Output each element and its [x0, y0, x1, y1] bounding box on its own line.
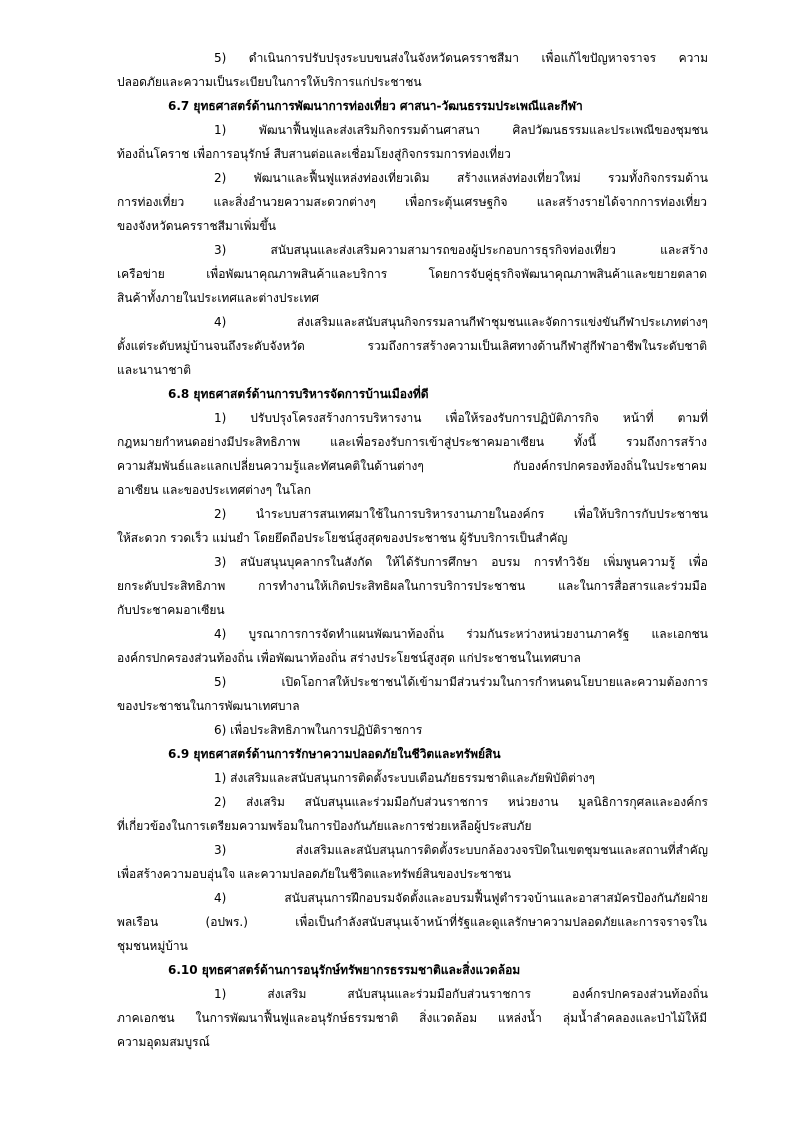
paragraph-line: ตั้งแต่ระดับหมู่บ้านจนถึงระดับจังหวัด รวมถึงการสร้างความเป็นเลิศทางด้านกีฬาสู่กีฬาอาชีพในระดับชาติ: [117, 339, 707, 353]
paragraph-line: เพื่อสร้างความอบอุ่นใจ และความปลอดภัยในชีวิตและทรัพย์สินของประชาชน: [117, 867, 511, 881]
paragraph-line: การท่องเที่ยว และสิ่งอำนวยความสะดวกต่างๆ เพื่อกระตุ้นเศรษฐกิจ และสร้างรายได้จากการท่องเที่ยว: [117, 195, 707, 209]
paragraph-line: 1) ส่งเสริมและสนับสนุนการติดตั้งระบบเตือนภัยธรรมชาติและภัยพิบัติต่างๆ: [214, 771, 595, 785]
paragraph-line: 3) ส่งเสริมและสนับสนุนการติดตั้งระบบกล้องวงจรปิดในเขตชุมชนและสถานที่สำคัญ: [214, 843, 708, 857]
paragraph-line: 5) เปิดโอกาสให้ประชาชนได้เข้ามามีส่วนร่วมในการกำหนดนโยบายและความต้องการ: [214, 675, 708, 689]
section-heading-6-8: 6.8 ยุทธศาสตร์ด้านการบริหารจัดการบ้านเมืองที่ดี: [168, 387, 429, 401]
paragraph-line: ที่เกี่ยวข้องในการเตรียมความพร้อมในการป้องกันภัยและการช่วยเหลือผู้ประสบภัย: [117, 819, 532, 833]
paragraph-line: ให้สะดวก รวดเร็ว แม่นยำ โดยยึดถือประโยชน์สูงสุดของประชาชน ผู้รับบริการเป็นสำคัญ: [117, 531, 568, 545]
paragraph-line: กฎหมายกำหนดอย่างมีประสิทธิภาพ และเพื่อรองรับการเข้าสู่ประชาคมอาเซียน ทั้งนี้ รวมถึงการสร้าง: [117, 435, 707, 449]
section-heading-6-9: 6.9 ยุทธศาสตร์ด้านการรักษาความปลอดภัยในชีวิตและทรัพย์สิน: [168, 747, 501, 761]
paragraph-line: ของประชาชนในการพัฒนาเทศบาล: [117, 699, 300, 713]
paragraph-line: 1) ส่งเสริม สนับสนุนและร่วมมือกับส่วนราชการ องค์กรปกครองส่วนท้องถิ่น: [214, 987, 708, 1001]
paragraph-line: ของจังหวัดนครราชสีมาเพิ่มขึ้น: [117, 219, 276, 233]
paragraph-line: องค์กรปกครองส่วนท้องถิ่น เพื่อพัฒนาท้องถิ่น สร่างประโยชน์สูงสุด แก่ประชาชนในเทศบาล: [117, 651, 581, 665]
paragraph-line: ความอุดมสมบูรณ์: [117, 1035, 210, 1049]
paragraph-line: 4) สนับสนุนการฝึกอบรมจัดตั้งและอบรมฟื้นฟูตำรวจบ้านและอาสาสมัครป้องกันภัยฝ่าย: [214, 891, 708, 905]
paragraph-line: 5) ดำเนินการปรับปรุงระบบขนส่งในจังหวัดนครราชสีมา เพื่อแก้ไขปัญหาจราจร ความ: [214, 51, 708, 65]
paragraph-line: 6) เพื่อประสิทธิภาพในการปฏิบัติราชการ: [214, 723, 423, 737]
paragraph-line: ยกระดับประสิทธิภาพ การทำงานให้เกิดประสิทธิผลในการบริการประชาชน และในการสื่อสารและร่วมมือ: [117, 579, 707, 593]
paragraph-line: 3) สนับสนุนบุคลากรในสังกัด ให้ได้รับการศึกษา อบรม การทำวิจัย เพิ่มพูนความรู้ เพื่อ: [214, 555, 708, 569]
paragraph-line: 4) บูรณาการการจัดทำแผนพัฒนาท้องถิ่น ร่วมกันระหว่างหน่วยงานภาครัฐ และเอกชน: [214, 627, 708, 641]
paragraph-line: กับประชาคมอาเซียน: [117, 603, 225, 617]
paragraph-line: ปลอดภัยและความเป็นระเบียบในการให้บริการแก่ประชาชน: [117, 75, 422, 89]
paragraph-line: อาเซียน และของประเทศต่างๆ ในโลก: [117, 483, 311, 497]
paragraph-line: 1) พัฒนาฟื้นฟูและส่งเสริมกิจกรรมด้านศาสนา ศิลปวัฒนธรรมและประเพณีของชุมชน: [214, 123, 708, 137]
paragraph-line: สินค้าทั้งภายในประเทศและต่างประเทศ: [117, 291, 320, 305]
paragraph-line: ความสัมพันธ์และแลกเปลี่ยนความรู้และทัศนคติในด้านต่างๆ กับองค์กรปกครองท้องถิ่นในประชาคม: [117, 459, 707, 473]
section-heading-6-10: 6.10 ยุทธศาสตร์ด้านการอนุรักษ์ทรัพยากรธรรมชาติและสิ่งแวดล้อม: [168, 963, 521, 977]
paragraph-line: ท้องถิ่นโคราช เพื่อการอนุรักษ์ สืบสานต่อและเชื่อมโยงสู่กิจกรรมการท่องเที่ยว: [117, 147, 511, 161]
paragraph-line: 1) ปรับปรุงโครงสร้างการบริหารงาน เพื่อให้รองรับการปฏิบัติภารกิจ หน้าที่ ตามที่: [214, 411, 708, 425]
paragraph-line: พลเรือน (อปพร.) เพื่อเป็นกำลังสนับสนุนเจ้าหน้าที่รัฐและดูแลรักษาความปลอดภัยและการจราจรใน: [117, 915, 707, 929]
paragraph-line: และนานาชาติ: [117, 363, 192, 377]
paragraph-line: ชุมชนหมู่บ้าน: [117, 939, 188, 953]
paragraph-line: 4) ส่งเสริมและสนับสนุนกิจกรรมลานกีฬาชุมชนและจัดการแข่งขันกีฬาประเภทต่างๆ: [214, 315, 708, 329]
paragraph-line: 2) ส่งเสริม สนับสนุนและร่วมมือกับส่วนราชการ หน่วยงาน มูลนิธิการกุศลและองค์กร: [214, 795, 708, 809]
section-heading-6-7: 6.7 ยุทธศาสตร์ด้านการพัฒนาการท่องเที่ยว ศาสนา-วัฒนธรรมประเพณีและกีฬา: [168, 99, 583, 113]
paragraph-line: 2) พัฒนาและฟื้นฟูแหล่งท่องเที่ยวเดิม สร้างแหล่งท่องเที่ยวใหม่ รวมทั้งกิจกรรมด้าน: [214, 171, 708, 185]
paragraph-line: 2) นำระบบสารสนเทศมาใช้ในการบริหารงานภายในองค์กร เพื่อให้บริการกับประชาชน: [214, 507, 708, 521]
paragraph-line: 3) สนับสนุนและส่งเสริมความสามารถของผู้ประกอบการธุรกิจท่องเที่ยว และสร้าง: [214, 243, 708, 257]
paragraph-line: เครือข่าย เพื่อพัฒนาคุณภาพสินค้าและบริการ โดยการจับคู่ธุรกิจพัฒนาคุณภาพสินค้าและขยายตลาด: [117, 267, 707, 281]
paragraph-line: ภาคเอกชน ในการพัฒนาฟื้นฟูและอนุรักษ์ธรรมชาติ สิ่งแวดล้อม แหล่งน้ำ ลุ่มน้ำลำคลองและป่าไม้ให้มี: [117, 1011, 707, 1025]
